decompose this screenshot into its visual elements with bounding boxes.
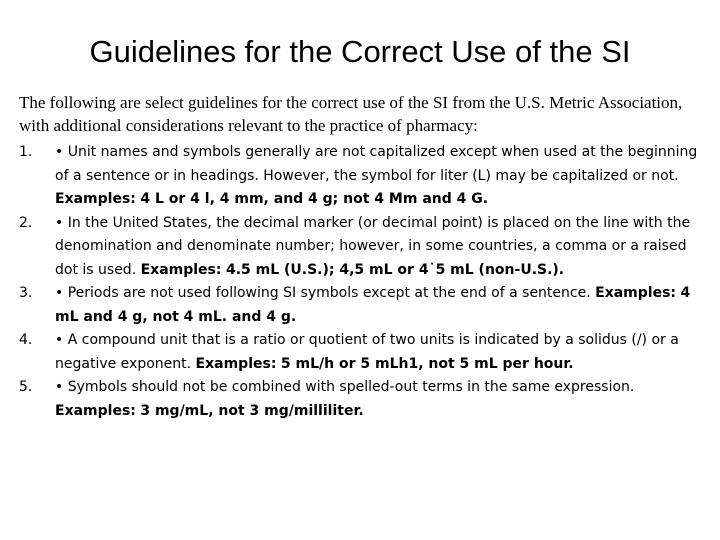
- bullet-glyph: •: [55, 285, 64, 301]
- guidelines-list: [19, 141, 709, 423]
- item-number: 1.: [19, 144, 33, 160]
- list-item: [19, 212, 709, 283]
- examples-text: 3 mg/mL, not 3 mg/milliliter.: [140, 402, 364, 419]
- examples-label: Examples:: [195, 355, 277, 372]
- slide-title: Guidelines for the Correct Use of the SI: [89, 34, 631, 69]
- item-number: 2.: [19, 214, 33, 231]
- examples-label: Examples:: [140, 261, 222, 278]
- bullet-glyph: •: [55, 144, 64, 160]
- list-item: [19, 282, 709, 329]
- item-text: Periods are not used following SI symbols except at the end of a sentence.: [67, 285, 591, 301]
- examples-text: 5 mL/h or 5 mLh1, not 5 mL per hour.: [280, 355, 574, 372]
- list-item: [19, 376, 709, 423]
- intro-paragraph: The following are select guidelines for the correct use of the SI from the U.S. Metric Association, with additional considerations relevant to the practice of pharmacy:: [19, 93, 683, 135]
- item-text: A compound unit that is a ratio or quotient of two units is indicated by a solidus (/) or a negative exponent.: [55, 332, 679, 372]
- bullet-glyph: •: [55, 332, 64, 348]
- examples-label: Examples:: [55, 191, 136, 207]
- examples-text: 4 L or 4 l, 4 mm, and 4 g; not 4 Mm and 4 G.: [140, 191, 489, 207]
- item-number: 5.: [19, 379, 33, 395]
- item-number: 4.: [19, 332, 33, 348]
- examples-text: 4 mL and 4 g, not 4 mL. and 4 g.: [55, 285, 691, 325]
- examples-label: Examples:: [595, 285, 677, 301]
- item-number: 3.: [19, 285, 33, 301]
- item-text: Unit names and symbols generally are not capitalized except when used at the beginning of a sentence or in headings. However, the symbol for liter (L) may be capitalized or not.: [55, 144, 698, 184]
- bullet-glyph: •: [55, 379, 64, 395]
- bullet-glyph: •: [55, 214, 64, 231]
- examples-label: Examples:: [55, 402, 136, 419]
- list-item: [19, 329, 709, 376]
- list-item: [19, 141, 709, 212]
- item-text: In the United States, the decimal marker (or decimal point) is placed on the line with the denomination and denominate number; however, in some countries, a comma or a raised dot is used.: [55, 214, 691, 278]
- item-text: Symbols should not be combined with spelled-out terms in the same expression.: [67, 379, 635, 395]
- examples-text: 4.5 mL (U.S.); 4,5 mL or 4˙5 mL (non-U.S.).: [225, 261, 565, 278]
